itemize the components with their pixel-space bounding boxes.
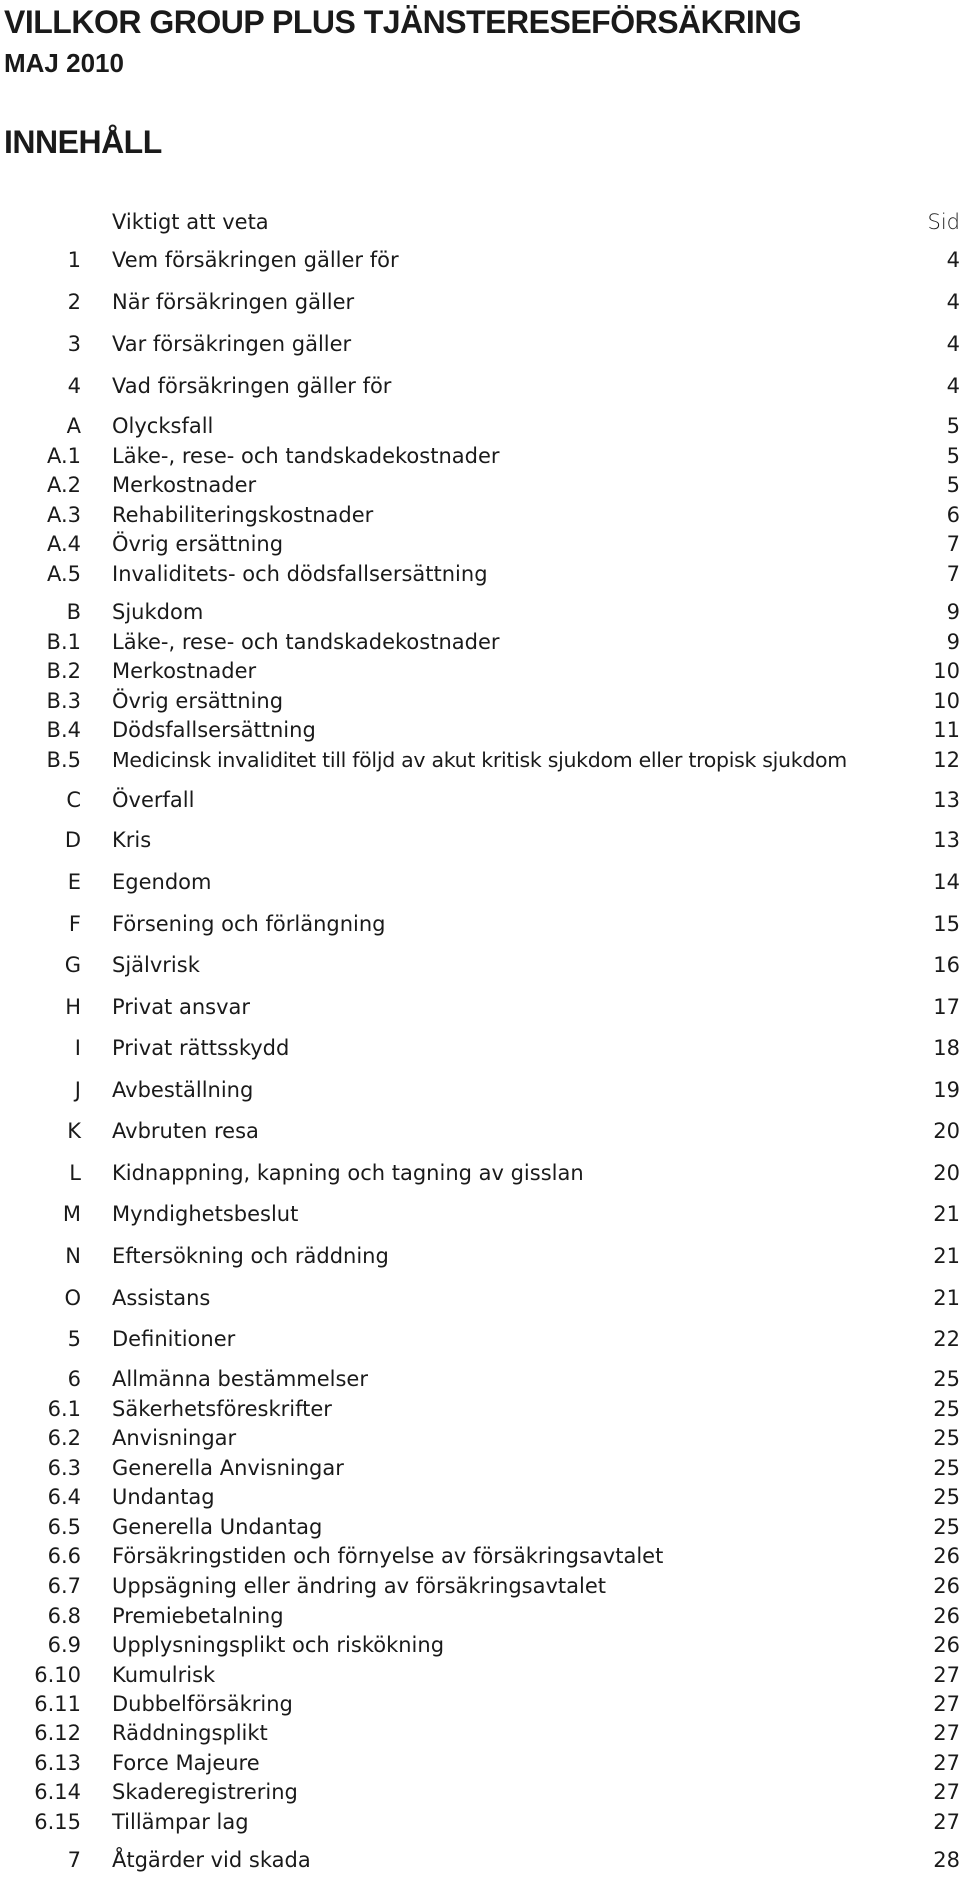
toc-entry-title: Anvisningar bbox=[112, 1426, 237, 1450]
toc-entry-title: Självrisk bbox=[112, 953, 200, 977]
toc-entry[interactable] bbox=[0, 1034, 960, 1062]
toc-entry-page: 22 bbox=[933, 1327, 960, 1351]
toc-entry-number: 5 bbox=[67, 1327, 81, 1351]
toc-entry-number: B bbox=[66, 600, 81, 624]
toc-entry-number: B.2 bbox=[46, 659, 81, 683]
toc-entry-page: 7 bbox=[946, 532, 960, 556]
toc-entry-title: Skaderegistrering bbox=[112, 1780, 298, 1804]
toc-entry-title: Myndighetsbeslut bbox=[112, 1202, 299, 1226]
toc-entry-number: B.4 bbox=[46, 718, 81, 742]
toc-entry-number: F bbox=[68, 912, 81, 936]
toc-entry-title: Uppsägning eller ändring av försäkringsavtalet bbox=[112, 1574, 606, 1598]
toc-entry-title: Läke-, rese- och tandskadekostnader bbox=[112, 444, 500, 468]
toc-entry-page: 4 bbox=[946, 248, 960, 272]
toc-entry-number: K bbox=[67, 1119, 81, 1143]
toc-entry[interactable] bbox=[0, 1778, 960, 1806]
toc-entry-number: A bbox=[66, 414, 81, 438]
toc-entry-number: J bbox=[74, 1078, 81, 1102]
toc-entry-number: 2 bbox=[67, 290, 81, 314]
toc-entry-title: Övrig ersättning bbox=[112, 689, 284, 713]
toc-entry-title: Rehabiliteringskostnader bbox=[112, 503, 374, 527]
toc-entry[interactable] bbox=[0, 716, 960, 744]
toc-entry-page: 13 bbox=[933, 788, 960, 812]
toc-entry-number: A.5 bbox=[46, 562, 81, 586]
toc-entry-title: Merkostnader bbox=[112, 473, 257, 497]
toc-heading: INNEHÅLL bbox=[4, 124, 162, 160]
toc-entry-title: Dödsfallsersättning bbox=[112, 718, 316, 742]
toc-entry-page: 12 bbox=[933, 748, 960, 772]
toc-entry[interactable] bbox=[0, 1631, 960, 1659]
toc-entry-page: 5 bbox=[946, 414, 960, 438]
toc-entry-page: 26 bbox=[933, 1544, 960, 1568]
toc-entry[interactable] bbox=[0, 598, 960, 626]
page-column-header: Sid bbox=[927, 210, 960, 234]
toc-entry-number: 6.1 bbox=[47, 1397, 81, 1421]
toc-entry-number: B.3 bbox=[46, 689, 81, 713]
toc-entry-number: A.1 bbox=[46, 444, 81, 468]
toc-entry[interactable] bbox=[0, 412, 960, 440]
toc-entry-title: Olycksfall bbox=[112, 414, 214, 438]
toc-entry-title: Egendom bbox=[112, 870, 212, 894]
toc-entry-title: Generella Anvisningar bbox=[112, 1456, 344, 1480]
toc-entry[interactable] bbox=[0, 372, 960, 400]
toc-entry-number: 6.14 bbox=[34, 1780, 81, 1804]
toc-entry-page: 16 bbox=[933, 953, 960, 977]
toc-entry-title: Dubbelförsäkring bbox=[112, 1692, 293, 1716]
toc-entry-page: 10 bbox=[933, 689, 960, 713]
toc-entry[interactable] bbox=[0, 501, 960, 529]
toc-entry[interactable] bbox=[0, 288, 960, 316]
toc-entry-number: B.1 bbox=[46, 630, 81, 654]
toc-entry[interactable] bbox=[0, 1690, 960, 1718]
toc-entry-title: Eftersökning och räddning bbox=[112, 1244, 389, 1268]
toc-entry-number: 3 bbox=[67, 332, 81, 356]
toc-entry-title: Force Majeure bbox=[112, 1751, 260, 1775]
toc-entry-number: G bbox=[64, 953, 81, 977]
toc-entry-page: 27 bbox=[933, 1810, 960, 1834]
toc-entry-number: O bbox=[64, 1286, 81, 1310]
toc-entry-title: Undantag bbox=[112, 1485, 215, 1509]
toc-entry[interactable] bbox=[0, 1365, 960, 1393]
toc-entry-number: 6.10 bbox=[34, 1663, 81, 1687]
toc-entry-number: 6.2 bbox=[47, 1426, 81, 1450]
toc-entry[interactable] bbox=[0, 1454, 960, 1482]
toc-entry-title: Åtgärder vid skada bbox=[112, 1848, 311, 1872]
toc-entry-title: Viktigt att veta bbox=[112, 210, 269, 234]
toc-entry-page: 25 bbox=[933, 1485, 960, 1509]
toc-entry-number: A.4 bbox=[46, 532, 81, 556]
toc-entry-title: Kidnappning, kapning och tagning av gisslan bbox=[112, 1161, 584, 1185]
toc-entry[interactable] bbox=[0, 1542, 960, 1570]
toc-entry[interactable] bbox=[0, 1749, 960, 1777]
toc-entry[interactable] bbox=[0, 330, 960, 358]
toc-entry-number: 6.6 bbox=[47, 1544, 81, 1568]
toc-entry-title: Sjukdom bbox=[112, 600, 204, 624]
toc-entry-title: Avbeställning bbox=[112, 1078, 254, 1102]
toc-entry-title: Kris bbox=[112, 828, 152, 852]
toc-entry-number: 6.5 bbox=[47, 1515, 81, 1539]
toc-entry-title: Upplysningsplikt och riskökning bbox=[112, 1633, 445, 1657]
toc-entry-number: 1 bbox=[67, 248, 81, 272]
toc-entry[interactable] bbox=[0, 910, 960, 938]
toc-entry-title: Säkerhetsföreskrifter bbox=[112, 1397, 332, 1421]
toc-entry-page: 9 bbox=[946, 630, 960, 654]
toc-entry-title: Vad försäkringen gäller för bbox=[112, 374, 392, 398]
toc-entry-number: B.5 bbox=[46, 748, 81, 772]
toc-entry-number: I bbox=[74, 1036, 81, 1060]
toc-entry-page: 26 bbox=[933, 1604, 960, 1628]
toc-entry-number: 6.15 bbox=[34, 1810, 81, 1834]
toc-entry[interactable] bbox=[0, 786, 960, 814]
toc-entry-page: 5 bbox=[946, 473, 960, 497]
toc-entry-title: Försening och förlängning bbox=[112, 912, 386, 936]
toc-entry[interactable] bbox=[0, 993, 960, 1021]
toc-entry-title: Tillämpar lag bbox=[112, 1810, 249, 1834]
toc-entry-page: 27 bbox=[933, 1721, 960, 1745]
toc-entry-page: 25 bbox=[933, 1456, 960, 1480]
toc-entry-title: Assistans bbox=[112, 1286, 211, 1310]
toc-entry[interactable] bbox=[0, 1572, 960, 1600]
toc-entry-number: N bbox=[65, 1244, 81, 1268]
toc-entry[interactable] bbox=[0, 1846, 960, 1874]
toc-entry[interactable] bbox=[0, 442, 960, 470]
toc-entry[interactable] bbox=[0, 1661, 960, 1689]
toc-entry[interactable] bbox=[0, 1513, 960, 1541]
toc-entry-page: 25 bbox=[933, 1515, 960, 1539]
toc-entry-page: 13 bbox=[933, 828, 960, 852]
toc-entry-number: 4 bbox=[67, 374, 81, 398]
toc-entry-number: 6.12 bbox=[34, 1721, 81, 1745]
toc-entry-number: E bbox=[67, 870, 81, 894]
toc-entry[interactable] bbox=[0, 628, 960, 656]
toc-entry-number: 6.3 bbox=[47, 1456, 81, 1480]
toc-entry-title: Invaliditets- och dödsfallsersättning bbox=[112, 562, 488, 586]
toc-entry[interactable] bbox=[0, 1076, 960, 1104]
toc-entry-page: 17 bbox=[933, 995, 960, 1019]
toc-entry-page: 20 bbox=[933, 1161, 960, 1185]
toc-entry[interactable] bbox=[0, 1808, 960, 1836]
toc-entry-number: 6.8 bbox=[47, 1604, 81, 1628]
toc-entry[interactable] bbox=[0, 1200, 960, 1228]
toc-entry[interactable] bbox=[0, 208, 960, 236]
toc-entry-title: Privat rättsskydd bbox=[112, 1036, 290, 1060]
toc-entry-number: 6.9 bbox=[47, 1633, 81, 1657]
toc-entry-page: 18 bbox=[933, 1036, 960, 1060]
toc-entry[interactable] bbox=[0, 1284, 960, 1312]
toc-entry-number: 6.7 bbox=[47, 1574, 81, 1598]
toc-entry-number: L bbox=[69, 1161, 81, 1185]
toc-entry[interactable] bbox=[0, 1242, 960, 1270]
toc-entry-page: 26 bbox=[933, 1574, 960, 1598]
toc-entry-title: När försäkringen gäller bbox=[112, 290, 355, 314]
toc-entry-page: 26 bbox=[933, 1633, 960, 1657]
toc-entry-page: 28 bbox=[933, 1848, 960, 1872]
toc-entry[interactable] bbox=[0, 1719, 960, 1747]
toc-entry-page: 27 bbox=[933, 1751, 960, 1775]
toc-entry-page: 25 bbox=[933, 1426, 960, 1450]
toc-entry-number: 6.4 bbox=[47, 1485, 81, 1509]
toc-entry-page: 4 bbox=[946, 374, 960, 398]
toc-entry-page: 21 bbox=[933, 1286, 960, 1310]
toc-entry-title: Vem försäkringen gäller för bbox=[112, 248, 399, 272]
toc-entry-page: 5 bbox=[946, 444, 960, 468]
toc-entry[interactable] bbox=[0, 530, 960, 558]
toc-entry[interactable] bbox=[0, 1325, 960, 1353]
toc-entry-title: Var försäkringen gäller bbox=[112, 332, 352, 356]
toc-entry-title: Privat ansvar bbox=[112, 995, 251, 1019]
toc-entry-page: 4 bbox=[946, 332, 960, 356]
toc-entry-page: 20 bbox=[933, 1119, 960, 1143]
toc-entry-title: Avbruten resa bbox=[112, 1119, 259, 1143]
toc-entry-number: D bbox=[64, 828, 81, 852]
toc-entry-page: 6 bbox=[946, 503, 960, 527]
toc-entry-page: 21 bbox=[933, 1202, 960, 1226]
toc-entry-title: Generella Undantag bbox=[112, 1515, 323, 1539]
toc-entry-page: 27 bbox=[933, 1780, 960, 1804]
toc-entry-page: 21 bbox=[933, 1244, 960, 1268]
toc-entry-page: 11 bbox=[933, 718, 960, 742]
toc-entry[interactable] bbox=[0, 826, 960, 854]
toc-entry-number: 6 bbox=[67, 1367, 81, 1391]
toc-entry-title: Premiebetalning bbox=[112, 1604, 284, 1628]
toc-entry-title: Övrig ersättning bbox=[112, 532, 284, 556]
toc-entry-number: H bbox=[65, 995, 81, 1019]
toc-entry-page: 4 bbox=[946, 290, 960, 314]
toc-entry-number: 6.11 bbox=[34, 1692, 81, 1716]
toc-entry[interactable] bbox=[0, 1395, 960, 1423]
toc-entry-page: 15 bbox=[933, 912, 960, 936]
toc-entry-title: Merkostnader bbox=[112, 659, 257, 683]
toc-entry-number: 6.13 bbox=[34, 1751, 81, 1775]
toc-entry-page: 19 bbox=[933, 1078, 960, 1102]
toc-entry-title: Läke-, rese- och tandskadekostnader bbox=[112, 630, 500, 654]
toc-entry[interactable] bbox=[0, 471, 960, 499]
toc-entry[interactable] bbox=[0, 687, 960, 715]
toc-entry-page: 9 bbox=[946, 600, 960, 624]
toc-entry-page: 25 bbox=[933, 1397, 960, 1421]
toc-entry[interactable] bbox=[0, 1117, 960, 1145]
document-date: MAJ 2010 bbox=[4, 48, 124, 78]
document-title: VILLKOR GROUP PLUS TJÄNSTERESEFÖRSÄKRING bbox=[4, 4, 802, 40]
toc-entry-title: Allmänna bestämmelser bbox=[112, 1367, 368, 1391]
toc-entry[interactable] bbox=[0, 1602, 960, 1630]
toc-entry[interactable] bbox=[0, 657, 960, 685]
toc-entry-title: Försäkringstiden och förnyelse av försäkringsavtalet bbox=[112, 1544, 664, 1568]
toc-entry-number: 7 bbox=[67, 1848, 81, 1872]
toc-entry-page: 25 bbox=[933, 1367, 960, 1391]
toc-entry[interactable] bbox=[0, 746, 960, 774]
toc-entry-page: 10 bbox=[933, 659, 960, 683]
toc-entry-title: Definitioner bbox=[112, 1327, 236, 1351]
toc-entry-page: 27 bbox=[933, 1692, 960, 1716]
toc-entry-page: 7 bbox=[946, 562, 960, 586]
toc-entry[interactable] bbox=[0, 1424, 960, 1452]
toc-entry-page: 27 bbox=[933, 1663, 960, 1687]
toc-entry-number: M bbox=[62, 1202, 81, 1226]
toc-entry[interactable] bbox=[0, 1159, 960, 1187]
toc-entry-number: A.3 bbox=[46, 503, 81, 527]
toc-entry-title: Räddningsplikt bbox=[112, 1721, 268, 1745]
toc-entry-title: Överfall bbox=[112, 788, 195, 812]
toc-entry-page: 14 bbox=[933, 870, 960, 894]
toc-entry[interactable] bbox=[0, 868, 960, 896]
toc-entry[interactable] bbox=[0, 1483, 960, 1511]
toc-entry[interactable] bbox=[0, 560, 960, 588]
toc-entry-title: Medicinsk invaliditet till följd av akut kritisk sjukdom eller tropisk sjukdom bbox=[112, 748, 847, 772]
toc-entry-number: A.2 bbox=[46, 473, 81, 497]
toc-entry[interactable] bbox=[0, 951, 960, 979]
toc-entry-number: C bbox=[66, 788, 81, 812]
toc-entry-title: Kumulrisk bbox=[112, 1663, 216, 1687]
toc-entry[interactable] bbox=[0, 246, 960, 274]
